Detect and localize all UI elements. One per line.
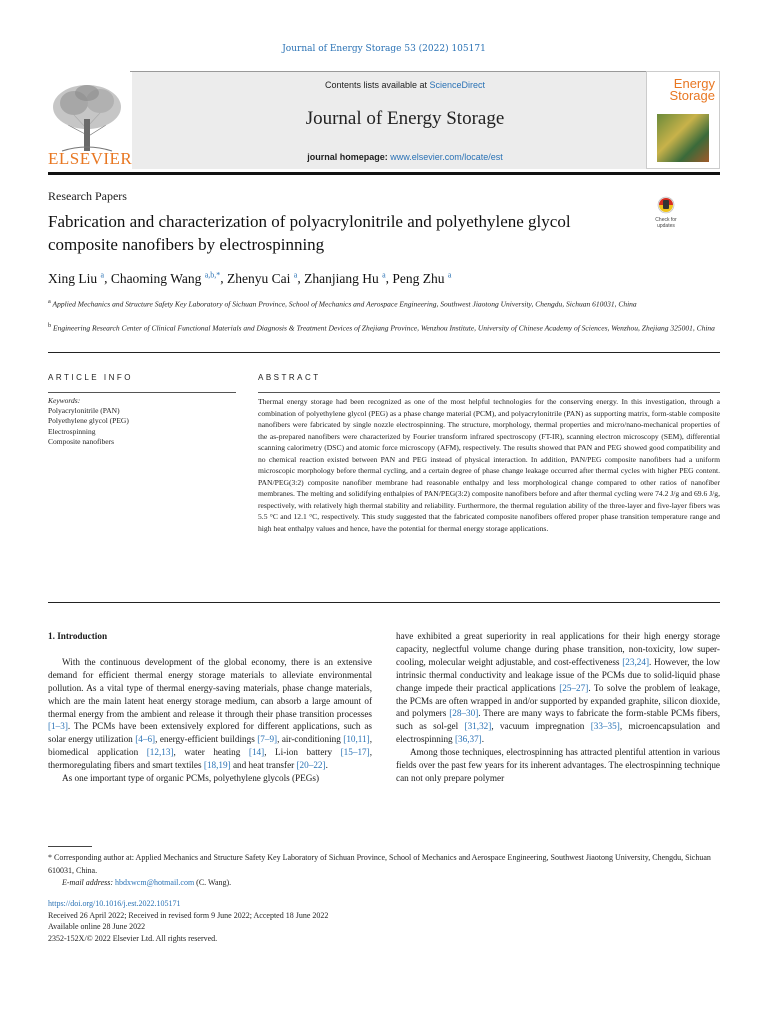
body-paragraph: As one important type of organic PCMs, polyethylene glycols (PEGs) xyxy=(62,773,320,784)
keyword: Electrospinning xyxy=(48,426,96,436)
journal-title: Journal of Energy Storage xyxy=(305,108,505,129)
citation-link[interactable]: [7–9] xyxy=(257,734,278,745)
author-affil-sup: a xyxy=(293,270,298,279)
affiliation-sup: a xyxy=(48,298,51,305)
journal-cover[interactable] xyxy=(646,71,720,169)
article-info-rule xyxy=(48,392,236,393)
section-heading-introduction: 1. Introduction xyxy=(48,631,108,641)
cover-image xyxy=(657,114,709,162)
cover-title-line2: Storage xyxy=(669,88,715,103)
corresponding-author-note: * Corresponding author at: Applied Mechanics and Structure Safety Key Laboratory of Sichuan Province, School of Mechanics and Aerospace Engineering, Southwest Jiaotong University, Chengdu, Sichuan 610031, China. xyxy=(48,853,711,875)
citation-link[interactable]: [33–35] xyxy=(590,721,620,732)
citation-link[interactable]: [1–3] xyxy=(48,721,68,732)
publication-info xyxy=(48,898,720,944)
citation-link[interactable]: [14] xyxy=(248,747,265,758)
svg-text:Check for: Check for xyxy=(655,217,677,223)
article-section: Research Papers xyxy=(48,189,127,203)
citation-link[interactable]: [31,32] xyxy=(464,721,492,732)
affiliation-text: Engineering Research Center of Clinical Functional Materials and Diagnosis & Treatment Devices of Zhejiang Province, Wenzhou Institute, University of Chinese Academy of Sciences, Wenzhou, Zhejiang 325001, China xyxy=(53,323,715,333)
masthead xyxy=(48,71,720,169)
author-affil-sup: a xyxy=(382,270,386,279)
svg-text:updates: updates xyxy=(657,223,675,229)
body-paragraph: Among those techniques, electrospinning has attracted plentiful attention in various fields over the past few years for its inherent advantages. The electrospinning technique can not only prepare polymer xyxy=(396,747,720,783)
homepage-prefix: journal homepage: xyxy=(307,152,391,162)
citation-link[interactable]: [10,11] xyxy=(343,734,370,745)
author[interactable]: Zhanjiang Hu $^a$ xyxy=(304,270,386,286)
paper-title: Fabrication and characterization of polyacrylonitrile and polyethylene glycol composite nanofibers by electrospinning xyxy=(48,212,571,254)
body-column-right xyxy=(396,630,720,785)
citation-link[interactable]: [12,13] xyxy=(146,747,174,758)
keywords-label: Keywords: xyxy=(48,396,81,405)
received-dates: Received 26 April 2022; Received in revised form 9 June 2022; Accepted 18 June 2022 xyxy=(48,910,329,920)
body-column-left xyxy=(48,630,372,785)
keywords-block xyxy=(48,396,129,447)
affiliation-sup: b xyxy=(48,322,52,329)
masthead-banner xyxy=(132,72,678,169)
author-list: Xing Liu $^a$, Chaoming Wang $^{a,b,*}$, Zhenyu Cai $^a$, Zhanjiang Hu $^a$, Peng Zhu $^a$ xyxy=(48,270,452,286)
author-affil-sup: a xyxy=(447,270,452,279)
contents-prefix: Contents lists available at xyxy=(324,80,430,90)
abstract-text: Thermal energy storage had been recognized as one of the most helpful technologies for the conserving energy. In this investigation, through a combination of polyethylene glycol (PEG) as a phase change material (PCM), and polyacrylonitrile (PAN) as supporting matrix, form-stable composite nanofibers were fabricated by single nozzle electrospinning. The structure, morphology, thermal properties and micro/nano-mechanical properties of the as-prepared nanofibers were characterized by Fourier transform infrared spectroscopy (FT-IR), scanning electron microscopy (SEM), differential scanning calorimetry (DSC) and atomic force microscopy (AFM), respectively. The results showed that PAN and PEG showed good compatibility and no chemical reaction existed between PAN and PEG instead of physical interaction. In addition, PAN/PEG composite nanofibers had a uniform microscopic morphology before thermal cycling, and a certain degree of phase change leakage occurred after thermal cycles with higher PEG content. PAN/PEG(3:2) composite nanofiber membrane had reasonable enthalpy and less morphological change compared to other ratios of nanofiber membranes. The melting and solidifying enthalpies of PAN/PEG(3:2) composite nanofibers before and after thermal cycling were 74.2 J/g and 69.6 J/g, respectively, with relatively high thermal stability and reliability. Furthermore, the thermal regulation ability of the three-layer and five-layer fibers was 5.5 °C and 12.1 °C, respectively. This study suggested that the fabricated composite nanofibers offered proper phase transition temperature range and high heat enthalpy values and hence, have the potential for thermal energy storage applications. xyxy=(258,397,720,533)
article-info-heading: ARTICLE INFO xyxy=(48,373,133,382)
email-line xyxy=(48,877,720,890)
publisher-name: ELSEVIER xyxy=(48,149,133,168)
keyword: Polyethylene glycol (PEG) xyxy=(48,416,129,426)
homepage-line xyxy=(132,152,678,162)
body-paragraph: have exhibited a great superiority in real applications for their high energy storage capacity, neglectful volume change during phase transition, non-toxicity, low super-cooling, molecular weight adjustable, and cost-effectiveness [23,24]. However, the low intrinsic thermal conductivity and leakage issue of the PCMs due to solid-liquid phase change impede their practical applications [25–27]. To solve the problem of leakage, the PCMs are often wrapped in and/or supported by expanded graphite, silicon dioxide, and polymers [28–30]. There are many ways to fabricate the form-stable PCMs fibers, such as sol-gel [31,32], vacuum impregnation [33–35], microencapsulation and electrospinning [36,37]. xyxy=(396,631,720,745)
keyword: Composite nanofibers xyxy=(48,436,115,446)
affiliation-divider xyxy=(48,352,720,353)
cover-title xyxy=(669,78,715,102)
homepage-link[interactable]: www.elsevier.com/locate/est xyxy=(390,152,503,162)
citation-link[interactable]: [36,37] xyxy=(454,734,482,745)
header-thick-rule xyxy=(48,172,720,175)
available-online: Available online 28 June 2022 xyxy=(48,922,146,931)
citation-link[interactable]: [25–27] xyxy=(559,682,589,693)
keyword: Polyacrylonitrile (PAN) xyxy=(48,406,120,416)
affiliation-a xyxy=(48,296,720,311)
affiliation-text: Applied Mechanics and Structure Safety Key Laboratory of Sichuan Province, School of Mechanics and Aerospace Engineering, Southwest Jiaotong University, Chengdu, Sichuan 610031, China xyxy=(52,299,637,309)
abstract-rule xyxy=(258,392,720,393)
footnotes xyxy=(48,852,720,890)
footnote-rule xyxy=(48,846,92,847)
contents-line xyxy=(132,80,678,90)
abstract-heading: ABSTRACT xyxy=(258,373,321,382)
doi-link[interactable]: https://doi.org/10.1016/j.est.2022.105171 xyxy=(48,899,181,908)
journal-reference[interactable]: Journal of Energy Storage 53 (2022) 105171 xyxy=(282,44,486,54)
email-link[interactable]: hbdxwcm@hotmail.com xyxy=(115,878,195,887)
sciencedirect-link[interactable]: ScienceDirect xyxy=(429,80,486,90)
email-suffix: (C. Wang). xyxy=(196,878,232,887)
copyright: 2352-152X/© 2022 Elsevier Ltd. All rights reserved. xyxy=(48,933,218,943)
citation-link[interactable]: [20–22] xyxy=(296,760,326,771)
email-label: E-mail address: xyxy=(62,878,114,887)
author-affil-sup: a xyxy=(100,270,105,279)
citation-link[interactable]: [15–17] xyxy=(340,747,370,758)
citation-link[interactable]: [4–6] xyxy=(135,734,156,745)
author[interactable]: Peng Zhu $^a$ xyxy=(392,270,452,286)
author[interactable]: Chaoming Wang $^{a,b,*}$ xyxy=(110,270,221,286)
author[interactable]: Zhenyu Cai $^a$ xyxy=(227,270,298,286)
body-paragraph: With the continuous development of the global economy, there is an extensive demand for efficient thermal energy storage materials to alleviate environmental pollution. As a vital type of thermal energy-saving materials, phase change materials, which are the main latent heat energy storage medium, can absorb a large amount of thermal energy from the ambient and release it through their phase transition processes [1–3]. The PCMs have been extensively explored for different applications, such as solar energy utilization [4–6], energy-efficient buildings [7–9], air-conditioning [10,11], biomedical application [12,13], water heating [14], Li-ion battery [15–17], thermoregulating fibers and smart textiles [18,19] and heat transfer [20–22]. xyxy=(48,656,373,771)
abstract-bottom-rule xyxy=(48,602,720,603)
affiliation-b xyxy=(48,320,720,335)
author[interactable]: Xing Liu $^a$ xyxy=(48,270,105,286)
cover-title-line1: Energy xyxy=(673,76,715,91)
author-affil-sup: a,b,* xyxy=(204,270,221,279)
citation-link[interactable]: [18,19] xyxy=(203,760,231,771)
citation-link[interactable]: [23,24] xyxy=(622,656,650,667)
check-for-updates-icon[interactable] xyxy=(646,195,686,231)
citation-link[interactable]: [28–30] xyxy=(449,708,479,719)
